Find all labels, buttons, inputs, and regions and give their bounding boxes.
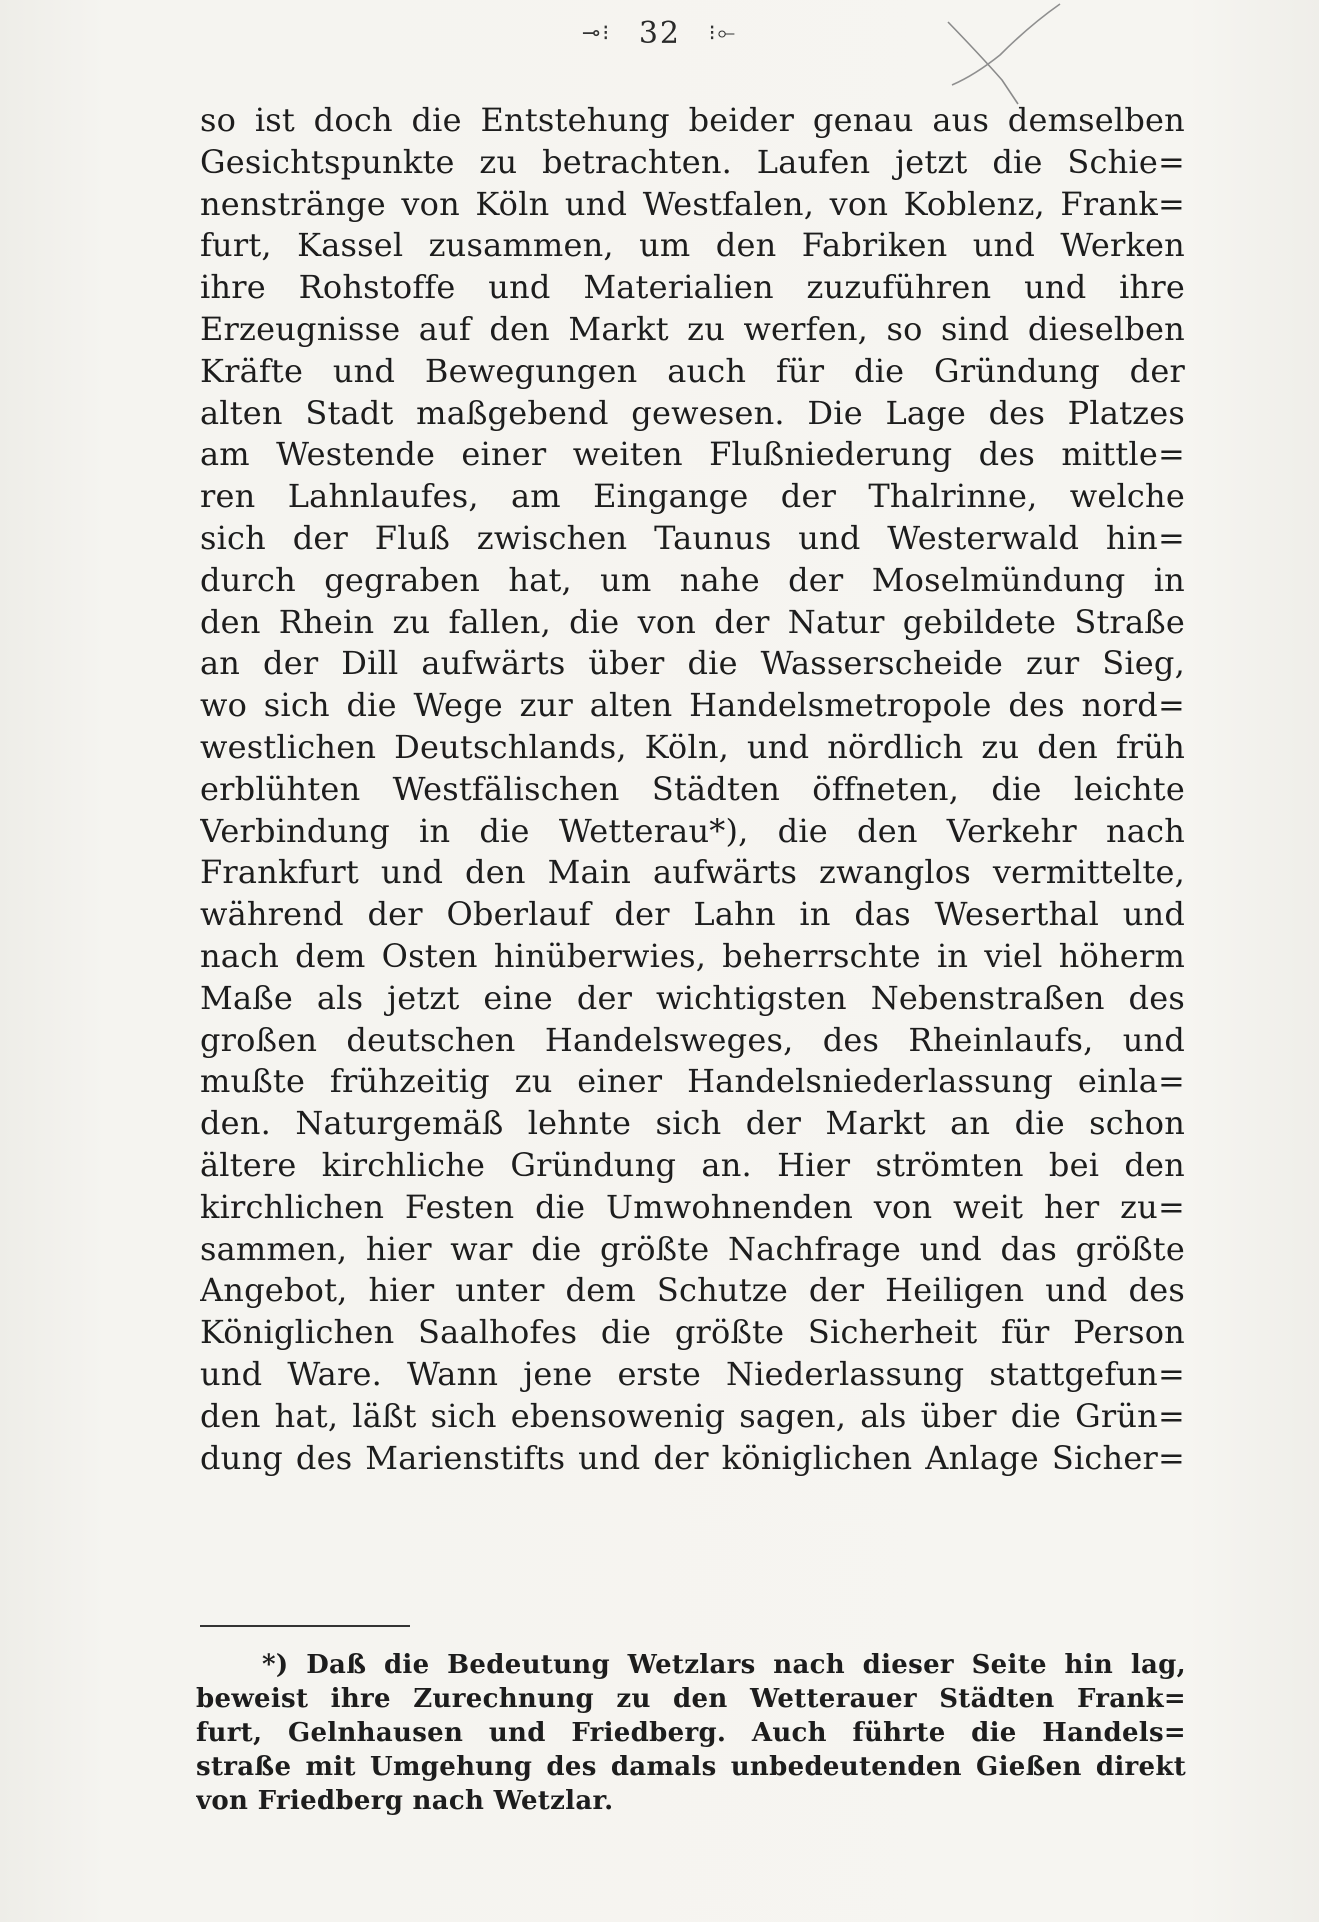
text-line: während der Oberlauf der Lahn in das Weserthal und <box>200 895 1185 934</box>
text-line: den. Naturgemäß lehnte sich der Markt an die schon <box>200 1104 1185 1143</box>
text-line: am Westende einer weiten Flußniederung des mittle= <box>200 435 1185 474</box>
text-line: nenstränge von Köln und Westfalen, von Koblenz, Frank= <box>200 184 1185 223</box>
footnote <box>196 1648 1186 1818</box>
text-line: an der Dill aufwärts über die Wasserscheide zur Sieg, <box>200 644 1185 683</box>
text-line: Königlichen Saalhofes die größte Sicherheit für Person <box>200 1313 1185 1352</box>
text-line: Frankfurt und den Main aufwärts zwanglos vermittelte, <box>200 853 1185 892</box>
text-line: sammen, hier war die größte Nachfrage und das größte <box>200 1229 1185 1268</box>
text-line: alten Stadt maßgebend gewesen. Die Lage des Platzes <box>200 393 1185 432</box>
footnote-line: von Friedberg nach Wetzlar. <box>196 1786 614 1816</box>
text-line: erblühten Westfälischen Städten öffneten, die leichte <box>200 769 1185 808</box>
main-text <box>200 100 1185 1479</box>
text-line: sich der Fluß zwischen Taunus und Westerwald hin= <box>200 518 1185 557</box>
footnote-line: beweist ihre Zurechnung zu den Wetterauer Städten Frank= <box>196 1684 1186 1714</box>
ornament-left-icon: ⊸⁝ <box>581 20 612 46</box>
text-line: den hat, läßt sich ebensowenig sagen, als über die Grün= <box>200 1396 1185 1435</box>
text-line: mußte frühzeitig zu einer Handelsniederlassung einla= <box>200 1062 1185 1101</box>
text-line: Maße als jetzt eine der wichtigsten Nebenstraßen des <box>200 978 1185 1017</box>
text-line: ihre Rohstoffe und Materialien zuzuführen und ihre <box>200 268 1185 307</box>
text-line: den Rhein zu fallen, die von der Natur gebildete Straße <box>200 602 1185 641</box>
text-line: Kräfte und Bewegungen auch für die Gründung der <box>200 351 1185 390</box>
text-line: so ist doch die Entstehung beider genau aus demselben <box>200 101 1185 139</box>
pencil-x-mark-icon <box>940 0 1070 110</box>
text-line: dung des Marienstifts und der königlichen Anlage Sicher= <box>200 1438 1185 1477</box>
text-line: ren Lahnlaufes, am Eingange der Thalrinne, welche <box>200 477 1185 516</box>
footnote-line: straße mit Umgehung des damals unbedeutenden Gießen direkt <box>196 1752 1186 1782</box>
text-line: durch gegraben hat, um nahe der Moselmündung in <box>200 560 1185 599</box>
text-line: kirchlichen Festen die Umwohnenden von weit her zu= <box>200 1187 1185 1226</box>
text-line: westlichen Deutschlands, Köln, und nördlich zu den früh <box>200 727 1185 766</box>
text-line: Gesichtspunkte zu betrachten. Laufen jetzt die Schie= <box>200 142 1185 181</box>
footnote-line: *) Daß die Bedeutung Wetzlars nach dieser Seite hin lag, <box>262 1650 1186 1680</box>
page-header <box>0 14 1319 51</box>
ornament-right-icon: ⁝⟜ <box>708 20 738 46</box>
footnote-divider <box>200 1625 410 1627</box>
page-number: 32 <box>638 15 682 51</box>
text-line: nach dem Osten hinüberwies, beherrschte in viel höherm <box>200 936 1185 975</box>
text-line: wo sich die Wege zur alten Handelsmetropole des nord= <box>200 686 1185 725</box>
text-line: Verbindung in die Wetterau*), die den Verkehr nach <box>200 811 1185 850</box>
text-line: großen deutschen Handelsweges, des Rheinlaufs, und <box>200 1020 1185 1059</box>
text-line: Erzeugnisse auf den Markt zu werfen, so sind dieselben <box>200 309 1185 348</box>
text-line: und Ware. Wann jene erste Niederlassung stattgefun= <box>200 1354 1185 1393</box>
text-line: furt, Kassel zusammen, um den Fabriken und Werken <box>200 226 1185 265</box>
text-line: ältere kirchliche Gründung an. Hier strömten bei den <box>200 1145 1185 1184</box>
text-line: Angebot, hier unter dem Schutze der Heiligen und des <box>200 1271 1185 1310</box>
footnote-line: furt, Gelnhausen und Friedberg. Auch führte die Handels= <box>196 1718 1186 1748</box>
